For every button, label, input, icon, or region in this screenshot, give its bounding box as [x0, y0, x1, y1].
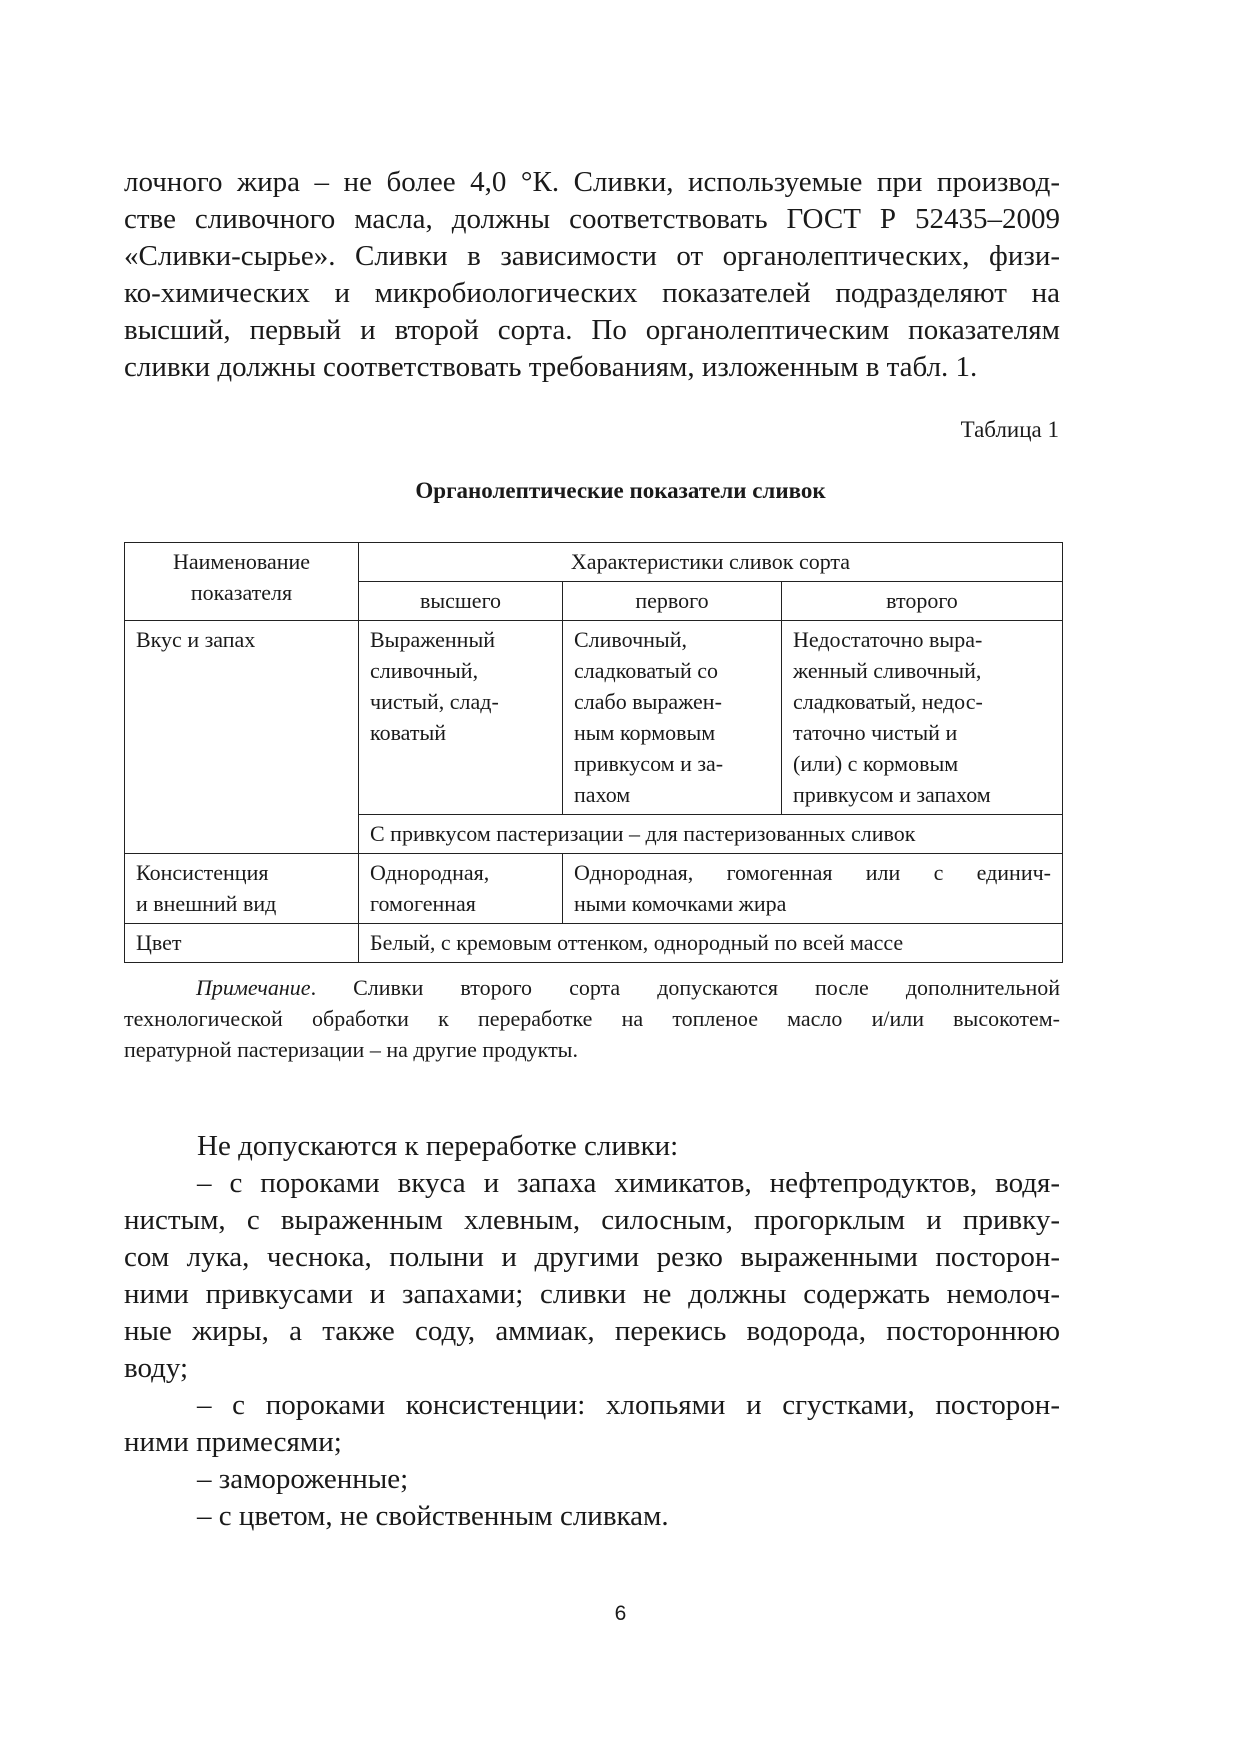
- header-grade-second: второго: [782, 582, 1063, 621]
- table-row-consistency: [125, 854, 1063, 924]
- intro-line: лочного жира – не более 4,0 °К. Сливки, используемые при производ-: [124, 166, 1060, 198]
- rule-line: нистым, с выраженным хлевным, силосным, прогорклым и привку-: [124, 1204, 1060, 1236]
- cell-line: женный сливочный,: [793, 658, 982, 683]
- intro-line: сливки должны соответствовать требованиям, изложенным в табл. 1.: [124, 351, 978, 383]
- cell-line: сладковатый, недос-: [793, 689, 983, 714]
- table-number: Таблица 1: [960, 417, 1059, 442]
- cell-line: сладковатый со: [574, 658, 718, 683]
- rule-line: ные жиры, а также соду, аммиак, перекись водорода, постороннюю: [124, 1315, 1060, 1347]
- cell-line: Однородная, гомогенная или с единич-: [574, 860, 1051, 885]
- rules-section: [124, 1128, 1060, 1535]
- rule-line: – с пороками консистенции: хлопьями и сгустками, посторон-: [197, 1389, 1060, 1421]
- note-text: . Сливки второго сорта допускаются после дополнительной: [310, 975, 1060, 1000]
- consistency-name-cell: [125, 854, 359, 924]
- cell-line: (или) с кормовым: [793, 751, 959, 776]
- rule-line: – с цветом, не свойственным сливкам.: [197, 1500, 669, 1532]
- table-note: [124, 972, 1060, 1065]
- taste-first-cell: [563, 621, 782, 815]
- cell-line: и внешний вид: [136, 891, 277, 916]
- pasteurization-cell: С привкусом пастеризации – для пастеризованных сливок: [359, 815, 1063, 854]
- intro-line: высший, первый и второй сорта. По органолептическим показателям: [124, 314, 1060, 346]
- intro-line: «Сливки-сырье». Сливки в зависимости от органолептических, физи-: [124, 240, 1060, 272]
- header-grade-first: первого: [563, 582, 782, 621]
- color-name-cell: Цвет: [125, 924, 359, 963]
- rule-line: сом лука, чеснока, полыни и другими резко выраженными посторон-: [124, 1241, 1060, 1273]
- cell-line: гомогенная: [370, 891, 476, 916]
- intro-paragraph: [124, 164, 1060, 386]
- header-indicator-line: показателя: [190, 580, 293, 605]
- header-indicator-cell: [125, 543, 359, 621]
- note-line: технологической обработки к переработке на топленое масло и/или высокотем-: [124, 1006, 1060, 1031]
- cell-line: сливочный,: [370, 658, 479, 683]
- organoleptic-table: [124, 542, 1063, 963]
- table-row-taste: [125, 621, 1063, 815]
- cell-line: коватый: [370, 720, 447, 745]
- cell-line: Сливочный,: [574, 627, 687, 652]
- taste-highest-cell: [359, 621, 563, 815]
- consistency-other-cell: [563, 854, 1063, 924]
- note-label: Примечание: [196, 975, 311, 1000]
- color-all-cell: Белый, с кремовым оттенком, однородный по всей массе: [359, 924, 1063, 963]
- rule-line: воду;: [124, 1352, 189, 1384]
- cell-line: слабо выражен-: [574, 689, 722, 714]
- rule-line: ними примесями;: [124, 1426, 342, 1458]
- table-row-color: [125, 924, 1063, 963]
- rules-intro: Не допускаются к переработке сливки:: [197, 1130, 679, 1162]
- header-indicator-line: Наименование: [172, 549, 311, 574]
- table-header-row: [125, 543, 1063, 582]
- header-grade-highest: высшего: [359, 582, 563, 621]
- note-line: пературной пастеризации – на другие продукты.: [124, 1037, 578, 1062]
- taste-name-cell: Вкус и запах: [125, 621, 359, 854]
- cell-line: таточно чистый и: [793, 720, 958, 745]
- cell-line: Выраженный: [370, 627, 495, 652]
- table-title: Органолептические показатели сливок: [415, 478, 826, 503]
- cell-line: чистый, слад-: [370, 689, 499, 714]
- cell-line: пахом: [574, 782, 631, 807]
- taste-second-cell: [782, 621, 1063, 815]
- cell-line: привкусом и запахом: [793, 782, 991, 807]
- cell-line: ными комочками жира: [574, 891, 787, 916]
- cell-line: привкусом и за-: [574, 751, 724, 776]
- intro-line: ко-химических и микробиологических показателей подразделяют на: [124, 277, 1060, 309]
- rule-line: – замороженные;: [197, 1463, 409, 1495]
- rule-line: – с пороками вкуса и запаха химикатов, нефтепродуктов, водя-: [197, 1167, 1060, 1199]
- note-line: [124, 972, 1060, 1003]
- page-number: 6: [614, 1602, 627, 1625]
- cell-line: Однородная,: [370, 860, 490, 885]
- cell-line: Недостаточно выра-: [793, 627, 983, 652]
- header-characteristics-cell: Характеристики сливок сорта: [359, 543, 1063, 582]
- cell-line: Консистенция: [136, 860, 269, 885]
- intro-line: стве сливочного масла, должны соответствовать ГОСТ Р 52435–2009: [124, 203, 1060, 235]
- cell-line: ным кормовым: [574, 720, 716, 745]
- consistency-highest-cell: [359, 854, 563, 924]
- rule-line: ними привкусами и запахами; сливки не должны содержать немолоч-: [124, 1278, 1060, 1310]
